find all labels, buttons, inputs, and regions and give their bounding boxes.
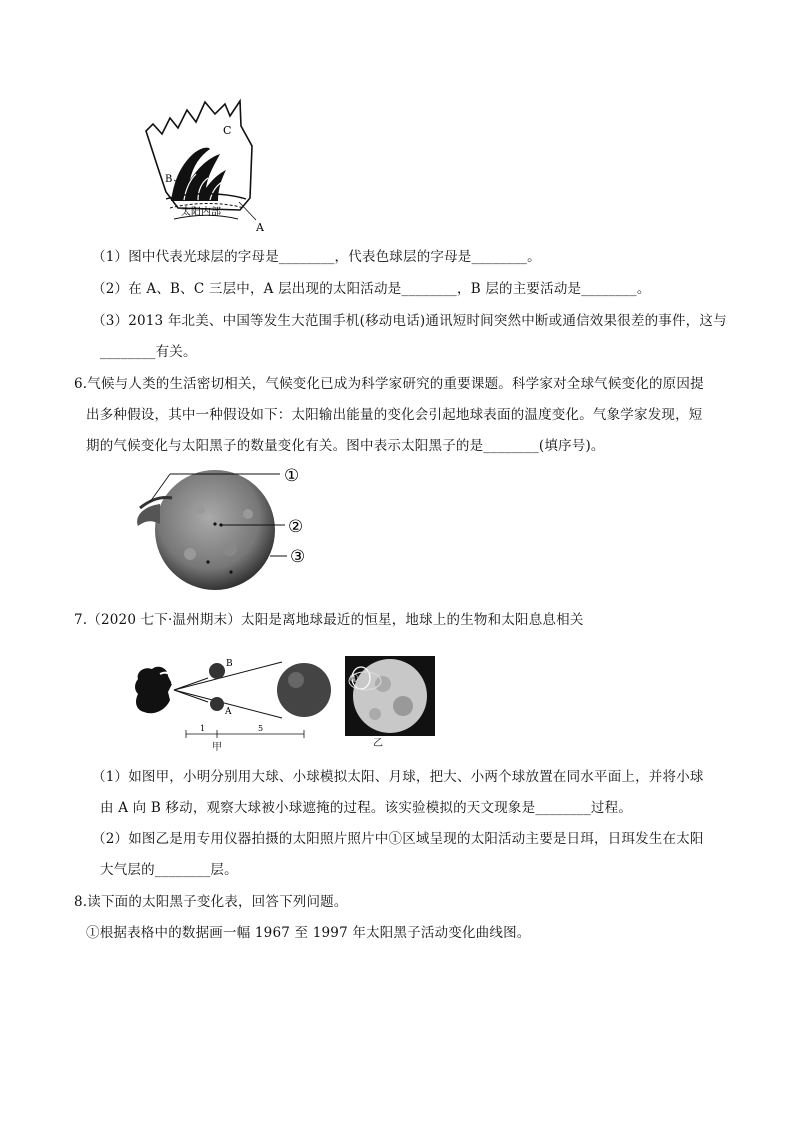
sun-photo-figure: [345, 656, 435, 736]
q5-part2: （2）在 A、B、C 三层中，A 层出现的太阳活动是________，B 层的主要活动是________。: [92, 281, 651, 297]
sun-interior-label: 太阳内部: [181, 207, 221, 218]
q6-stem-line2: 出多种假设，其中一种假设如下：太阳输出能量的变化会引起地球表面的温度变化。气象学家发现，短: [86, 407, 703, 423]
q5-part3-line2: ________有关。: [100, 344, 197, 360]
sun-layer-label-c: C: [223, 124, 232, 137]
figure-caption-jia: 甲: [212, 742, 223, 753]
q7-title: 7.（2020 七下·温州期末）太阳是离地球最近的恒星，地球上的生物和太阳息息相关: [74, 612, 584, 628]
sun-layer-label-a: A: [256, 221, 264, 234]
q8-title: 8.读下面的太阳黑子变化表，回答下列问题。: [74, 894, 348, 910]
q8-sub1: ①根据表格中的数据画一幅 1967 至 1997 年太阳黑子活动变化曲线图。: [86, 925, 531, 941]
figure-caption-yi: 乙: [373, 738, 384, 749]
q6-stem-line3: 期的气候变化与太阳黑子的数量变化有关。图中表示太阳黑子的是________(填序号)。: [86, 438, 605, 454]
eclipse-experiment-figure: [130, 654, 335, 746]
distance-label-5: 5: [258, 724, 264, 733]
distance-label-1: 1: [200, 724, 206, 733]
small-ball-label-b: B: [226, 659, 233, 669]
sun-layer-label-b: B: [165, 174, 173, 185]
small-ball-label-a: A: [225, 707, 232, 717]
q5-part1: （1）图中代表光球层的字母是________，代表色球层的字母是________。: [92, 249, 541, 265]
sun-marker-3: ③: [290, 547, 306, 567]
sun-layers-figure: [138, 96, 278, 234]
q7-part1-line1: （1）如图甲，小明分别用大球、小球模拟太阳、月球，把大、小两个球放置在同水平面上，并将小球: [92, 769, 704, 785]
sun-marker-1: ①: [284, 466, 300, 486]
q6-stem-line1: 6.气候与人类的生活密切相关，气候变化已成为科学家研究的重要课题。科学家对全球气候变化的原因提: [74, 376, 704, 392]
q7-part2-line2: 大气层的________层。: [100, 862, 238, 878]
sun-marker-2: ②: [288, 517, 304, 537]
q7-part2-line1: （2）如图乙是用专用仪器拍摄的太阳照片照片中①区域呈现的太阳活动主要是日珥，日珥发生在太阳: [92, 831, 704, 847]
sun-sunspot-figure: [130, 464, 310, 594]
photo-marker-1: ①: [349, 672, 359, 685]
q5-part3-line1: （3）2013 年北美、中国等发生大范围手机(移动电话)通讯短时间突然中断或通信效果很差的事件，这与: [92, 313, 727, 329]
label-a-leader: [239, 202, 256, 220]
q7-part1-line2: 由 A 向 B 移动，观察大球被小球遮掩的过程。该实验模拟的天文现象是________过程。: [100, 800, 633, 816]
